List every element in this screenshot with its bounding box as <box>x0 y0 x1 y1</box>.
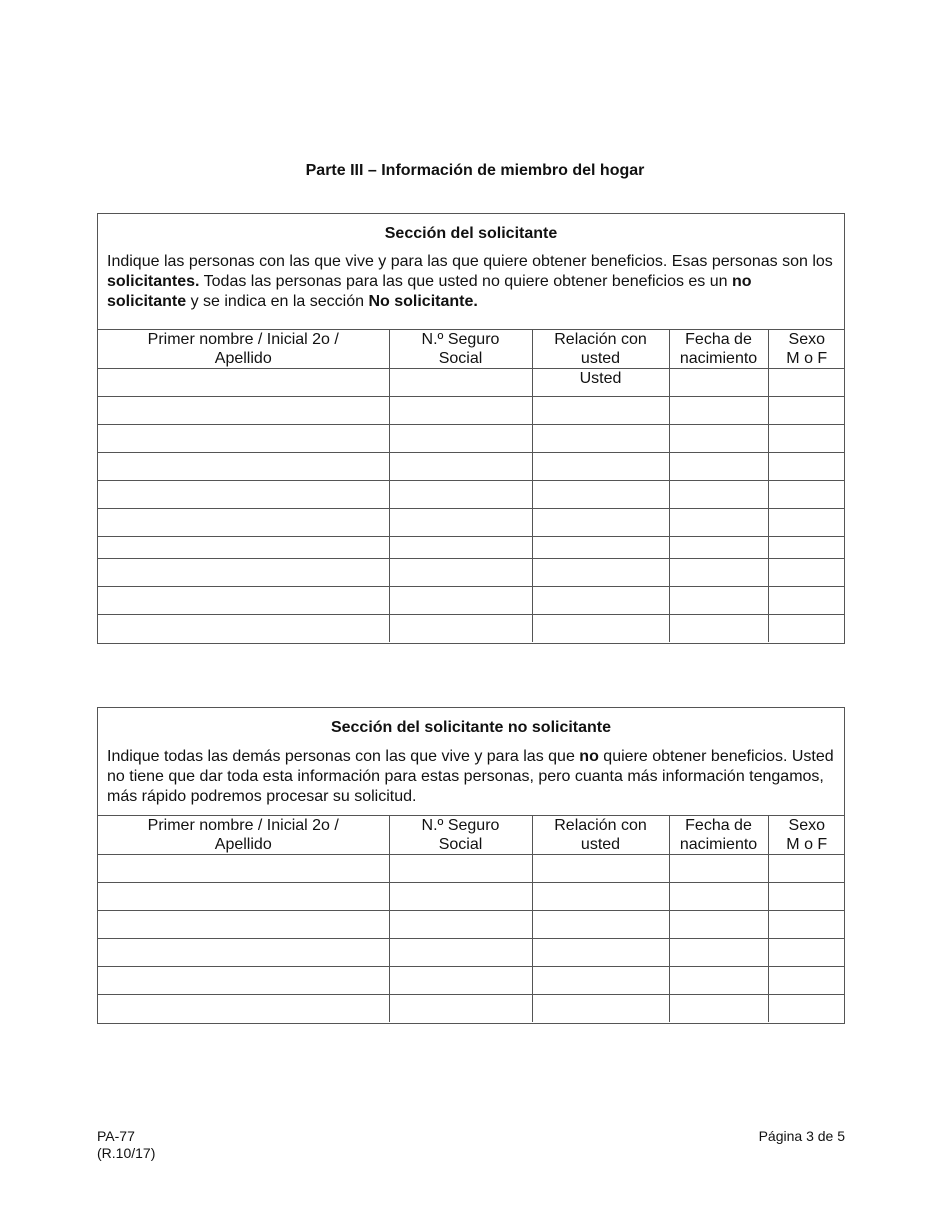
dob-cell[interactable] <box>669 481 768 509</box>
name-cell[interactable] <box>98 995 389 1023</box>
table-row <box>98 995 845 1023</box>
desc-bold: solicitantes. <box>107 273 200 290</box>
ssn-cell[interactable] <box>389 481 532 509</box>
dob-cell[interactable] <box>669 453 768 481</box>
relation-cell[interactable] <box>532 481 669 509</box>
header-line: Primer nombre / Inicial 2o / <box>147 331 339 348</box>
col-name-header <box>98 816 389 855</box>
ssn-cell[interactable] <box>389 883 532 911</box>
table-row <box>98 537 845 559</box>
name-cell[interactable] <box>98 911 389 939</box>
header-line: Sexo <box>788 817 825 834</box>
relation-cell[interactable] <box>532 615 669 643</box>
col-ssn-header <box>389 816 532 855</box>
non-applicant-section-header <box>98 708 844 816</box>
name-cell[interactable] <box>98 883 389 911</box>
sex-cell[interactable] <box>768 939 845 967</box>
table-header-row <box>98 816 845 855</box>
desc-text: Indique las personas con las que vive y para las que quiere obtener beneficios. Esas personas son los <box>107 253 833 270</box>
header-line: usted <box>580 350 621 367</box>
page-title: Parte III – Información de miembro del hogar <box>305 162 645 179</box>
name-cell[interactable] <box>98 855 389 883</box>
footer-form-info <box>97 1128 155 1162</box>
non-applicant-table <box>98 816 845 1022</box>
relation-cell: Usted <box>532 369 669 397</box>
sex-cell[interactable] <box>768 369 845 397</box>
non-applicant-section-description <box>107 747 835 807</box>
sex-cell[interactable] <box>768 911 845 939</box>
col-relation-header <box>532 330 669 369</box>
name-cell[interactable] <box>98 559 389 587</box>
header-line: M o F <box>786 836 828 853</box>
form-id: PA-77 <box>97 1128 135 1144</box>
table-row <box>98 397 845 425</box>
name-cell[interactable] <box>98 369 389 397</box>
desc-bold: no <box>579 748 599 765</box>
sex-cell[interactable] <box>768 855 845 883</box>
dob-cell[interactable] <box>669 369 768 397</box>
header-line: M o F <box>786 350 828 367</box>
ssn-cell[interactable] <box>389 453 532 481</box>
page-number: Página 3 de 5 <box>758 1128 845 1144</box>
sex-cell[interactable] <box>768 559 845 587</box>
dob-cell[interactable] <box>669 883 768 911</box>
col-dob-header <box>669 816 768 855</box>
header-line: Relación con <box>554 331 647 348</box>
sex-cell[interactable] <box>768 883 845 911</box>
dob-cell[interactable] <box>669 911 768 939</box>
dob-cell[interactable] <box>669 537 768 559</box>
desc-text: Todas las personas para las que usted no quiere obtener beneficios es un <box>199 273 732 290</box>
sex-cell[interactable] <box>768 967 845 995</box>
applicant-section <box>97 213 845 644</box>
header-line: Primer nombre / Inicial 2o / <box>147 817 339 834</box>
form-revision: (R.10/17) <box>97 1145 156 1161</box>
col-dob-header <box>669 330 768 369</box>
relation-cell[interactable] <box>532 425 669 453</box>
applicant-section-description <box>107 252 835 312</box>
ssn-cell[interactable] <box>389 967 532 995</box>
sex-cell[interactable] <box>768 425 845 453</box>
header-line: Social <box>438 350 483 367</box>
ssn-cell[interactable] <box>389 537 532 559</box>
header-line: N.º Seguro <box>421 331 500 348</box>
desc-bold: No solicitante. <box>368 293 478 310</box>
applicant-section-header <box>98 214 844 330</box>
header-line: usted <box>580 836 621 853</box>
non-applicant-table-body <box>98 855 845 1023</box>
table-row <box>98 855 845 883</box>
relation-cell[interactable] <box>532 453 669 481</box>
header-line: nacimiento <box>679 836 758 853</box>
table-row <box>98 967 845 995</box>
ssn-cell[interactable] <box>389 939 532 967</box>
relation-cell[interactable] <box>532 911 669 939</box>
sex-cell[interactable] <box>768 537 845 559</box>
ssn-cell[interactable] <box>389 615 532 643</box>
sex-cell[interactable] <box>768 995 845 1023</box>
non-applicant-section <box>97 707 845 1024</box>
dob-cell[interactable] <box>669 425 768 453</box>
dob-cell[interactable] <box>669 615 768 643</box>
sex-cell[interactable] <box>768 509 845 537</box>
col-name-header <box>98 330 389 369</box>
dob-cell[interactable] <box>669 967 768 995</box>
desc-text: quiere obtener beneficios. Usted no tiene que dar toda esta información para estas personas, pero cuanta más información tengamos, más rápido podremos procesar su solicitud. <box>107 748 834 805</box>
name-cell[interactable] <box>98 481 389 509</box>
ssn-cell[interactable] <box>389 587 532 615</box>
header-line: Fecha de <box>685 331 752 348</box>
name-cell[interactable] <box>98 425 389 453</box>
col-sex-header <box>768 330 845 369</box>
relation-cell[interactable] <box>532 587 669 615</box>
sex-cell[interactable] <box>768 397 845 425</box>
table-row <box>98 587 845 615</box>
dob-cell[interactable] <box>669 397 768 425</box>
ssn-cell[interactable] <box>389 369 532 397</box>
sex-cell[interactable] <box>768 481 845 509</box>
applicant-table-body <box>98 369 845 643</box>
relation-cell[interactable] <box>532 509 669 537</box>
header-line: Social <box>438 836 483 853</box>
table-row <box>98 559 845 587</box>
dob-cell[interactable] <box>669 939 768 967</box>
name-cell[interactable] <box>98 587 389 615</box>
ssn-cell[interactable] <box>389 425 532 453</box>
header-line: N.º Seguro <box>421 817 500 834</box>
name-cell[interactable] <box>98 537 389 559</box>
table-row <box>98 369 845 397</box>
desc-bold: no solicitante <box>107 273 752 310</box>
non-applicant-section-title: Sección del solicitante no solicitante <box>330 719 612 736</box>
header-line: Fecha de <box>685 817 752 834</box>
header-line: Apellido <box>214 836 272 853</box>
table-row <box>98 939 845 967</box>
ssn-cell[interactable] <box>389 855 532 883</box>
sex-cell[interactable] <box>768 453 845 481</box>
table-row <box>98 615 845 643</box>
ssn-cell[interactable] <box>389 911 532 939</box>
table-header-row <box>98 330 845 369</box>
ssn-cell[interactable] <box>389 995 532 1023</box>
name-cell[interactable] <box>98 615 389 643</box>
relation-cell[interactable] <box>532 537 669 559</box>
relation-cell[interactable] <box>532 939 669 967</box>
applicant-section-title: Sección del solicitante <box>384 225 558 242</box>
header-line: Apellido <box>214 350 272 367</box>
header-line: Sexo <box>788 331 825 348</box>
ssn-cell[interactable] <box>389 397 532 425</box>
dob-cell[interactable] <box>669 509 768 537</box>
name-cell[interactable] <box>98 967 389 995</box>
table-row <box>98 509 845 537</box>
header-line: nacimiento <box>679 350 758 367</box>
table-row <box>98 911 845 939</box>
ssn-cell[interactable] <box>389 509 532 537</box>
relation-cell[interactable] <box>532 995 669 1023</box>
name-cell[interactable] <box>98 453 389 481</box>
relation-cell[interactable] <box>532 397 669 425</box>
dob-cell[interactable] <box>669 559 768 587</box>
dob-cell[interactable] <box>669 587 768 615</box>
applicant-table <box>98 330 845 642</box>
name-cell[interactable] <box>98 397 389 425</box>
table-row <box>98 883 845 911</box>
table-row <box>98 425 845 453</box>
name-cell[interactable] <box>98 509 389 537</box>
ssn-cell[interactable] <box>389 559 532 587</box>
desc-text: y se indica en la sección <box>186 293 369 310</box>
table-row <box>98 481 845 509</box>
relation-cell[interactable] <box>532 883 669 911</box>
header-line: Relación con <box>554 817 647 834</box>
relation-cell[interactable] <box>532 855 669 883</box>
relation-cell[interactable] <box>532 967 669 995</box>
name-cell[interactable] <box>98 939 389 967</box>
table-row <box>98 453 845 481</box>
col-relation-header <box>532 816 669 855</box>
desc-text: Indique todas las demás personas con las que vive y para las que <box>107 748 580 765</box>
sex-cell[interactable] <box>768 615 845 643</box>
col-ssn-header <box>389 330 532 369</box>
col-sex-header <box>768 816 845 855</box>
dob-cell[interactable] <box>669 855 768 883</box>
dob-cell[interactable] <box>669 995 768 1023</box>
sex-cell[interactable] <box>768 587 845 615</box>
relation-cell[interactable] <box>532 559 669 587</box>
